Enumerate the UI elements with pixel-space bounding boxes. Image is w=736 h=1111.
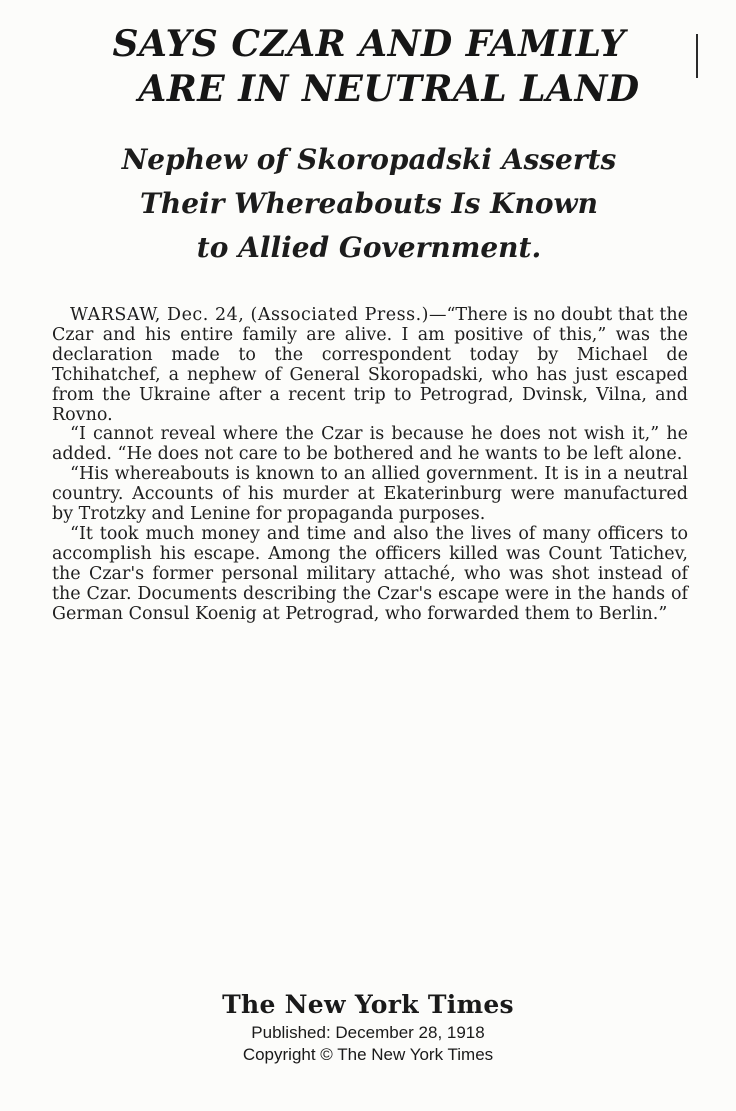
subhead-line-1: Nephew of Skoropadski Asserts bbox=[121, 143, 617, 176]
article-body bbox=[44, 306, 694, 625]
subhead-line-2: Their Whereabouts Is Known bbox=[140, 187, 598, 220]
copyright-notice: Copyright © The New York Times bbox=[242, 1045, 494, 1064]
headline-line-2: ARE IN NEUTRAL LAND bbox=[138, 68, 640, 110]
published-date: Published: December 28, 1918 bbox=[251, 1023, 485, 1042]
article-paragraph: “His whereabouts is known to an allied government. It is in a neutral country. Accounts of his murder at Ekaterinburg were manufactured by Trotzky and Lenine for propaganda purposes. bbox=[52, 464, 688, 525]
source-footer bbox=[0, 988, 736, 1066]
headline-line-1: SAYS CZAR AND FAMILY bbox=[112, 23, 626, 65]
newspaper-masthead: The New York Times bbox=[222, 990, 514, 1019]
paragraph-1-text: —“There is no doubt that the Czar and his entire family are alive. I am positive of this,” was the declaration made to the correspondent today by Michael de Tchihatchef, a nephew of General Skoropadski, who has just escaped from the Ukraine after a recent trip to Petrograd, Dvinsk, Vilna, and Rovno. bbox=[52, 305, 689, 425]
dateline: WARSAW, Dec. 24, (Associated Press.) bbox=[70, 305, 429, 325]
newspaper-clipping bbox=[44, 22, 694, 977]
article-paragraph bbox=[52, 306, 688, 425]
subhead-line-3: to Allied Government. bbox=[196, 231, 542, 264]
article-paragraph: “It took much money and time and also the lives of many officers to accomplish his escape. Among the officers killed was Count Tatichev, the Czar's former personal military attaché, who was shot instead of the Czar. Documents describing the Czar's escape were in the hands of German Consul Koenig at Petrograd, who forwarded them to Berlin.” bbox=[52, 523, 688, 624]
subheadline bbox=[44, 138, 694, 270]
scan-edge-mark bbox=[696, 34, 698, 78]
article-paragraph: “I cannot reveal where the Czar is because he does not wish it,” he added. “He does not care to be bothered and he wants to be left alone. bbox=[52, 424, 688, 465]
headline bbox=[44, 22, 694, 112]
